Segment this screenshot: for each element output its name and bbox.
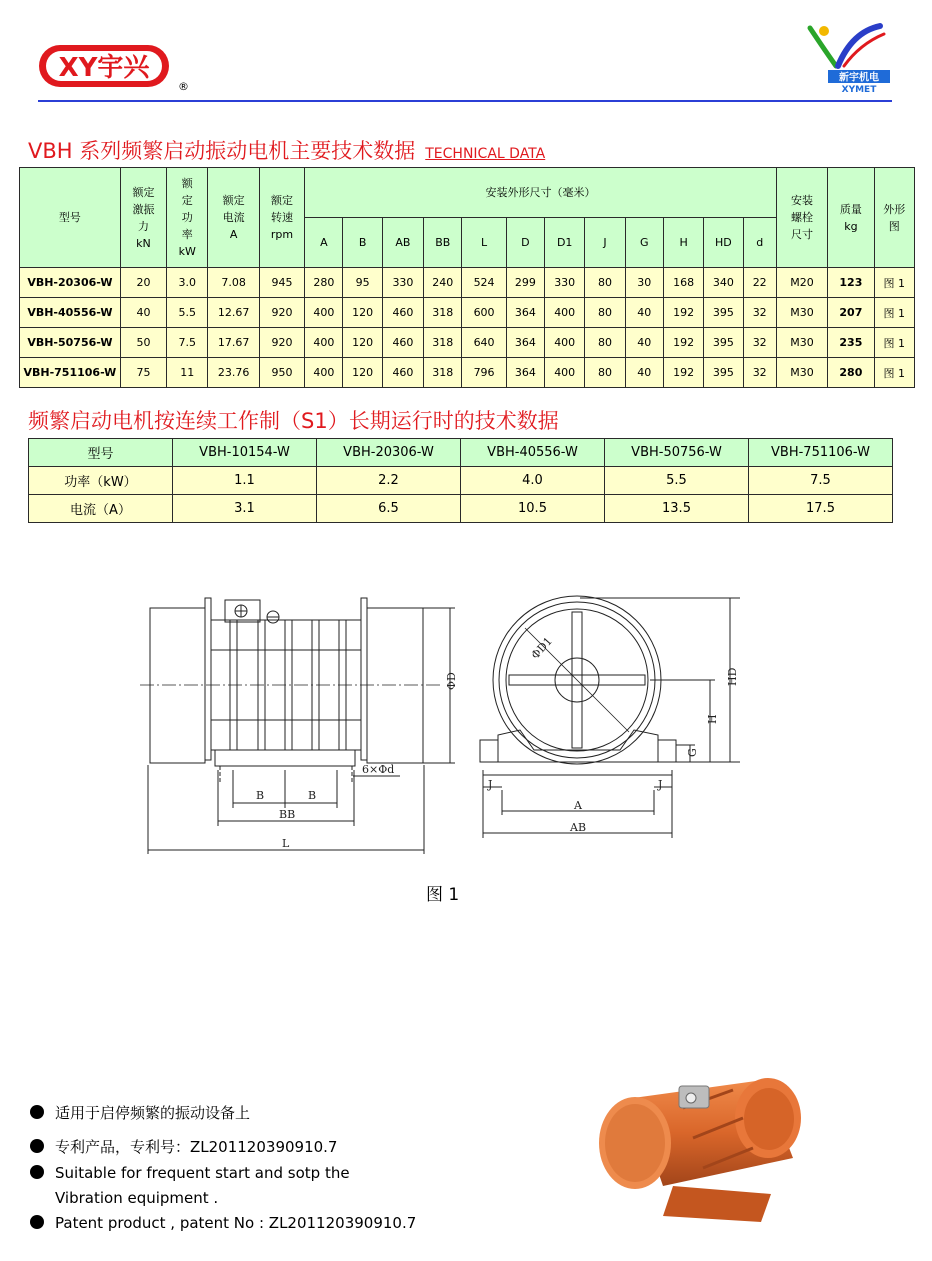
dim-label-bb: BB bbox=[279, 808, 296, 821]
feature-item-continuation: Vibration equipment . bbox=[55, 1189, 219, 1207]
model-cell: VBH-50756-W bbox=[605, 439, 749, 467]
dim-cell: 400 bbox=[305, 328, 343, 358]
header-figure: 外形 图 bbox=[874, 168, 914, 268]
dim-label-h: H bbox=[706, 714, 719, 724]
mass-cell: 207 bbox=[828, 298, 874, 328]
current-cell: 12.67 bbox=[208, 298, 259, 328]
dim-cell: 395 bbox=[704, 328, 743, 358]
dim-cell: 364 bbox=[506, 298, 544, 328]
header-bolt: 安装 螺栓 尺寸 bbox=[776, 168, 827, 268]
dim-label-bolt: 6×Φd bbox=[362, 763, 395, 776]
dim-cell: 280 bbox=[305, 268, 343, 298]
dim-cell: 400 bbox=[545, 328, 585, 358]
s1-duty-table bbox=[28, 438, 893, 523]
dim-cell: 32 bbox=[743, 328, 776, 358]
figure-cell: 图 1 bbox=[874, 328, 914, 358]
dim-cell: 30 bbox=[625, 268, 663, 298]
dim-cell: 120 bbox=[343, 328, 382, 358]
dim-cell: 400 bbox=[545, 358, 585, 388]
dim-cell: 80 bbox=[585, 358, 625, 388]
dim-label-hd: HD bbox=[726, 667, 739, 686]
dim-label-g: G bbox=[686, 748, 699, 757]
header-dim: AB bbox=[382, 218, 423, 268]
table-row bbox=[20, 268, 915, 298]
bolt-cell: M30 bbox=[776, 358, 827, 388]
dim-cell: 299 bbox=[506, 268, 544, 298]
technical-data-table bbox=[19, 167, 915, 388]
dim-cell: 192 bbox=[663, 328, 703, 358]
dim-label-ab: AB bbox=[570, 821, 587, 834]
figure-caption: 图 1 bbox=[426, 885, 460, 905]
dim-cell: 40 bbox=[625, 358, 663, 388]
dim-cell: 640 bbox=[462, 328, 506, 358]
header-speed: 额定 转速 rpm bbox=[259, 168, 304, 268]
feature-item: 适用于启停频繁的振动设备上 bbox=[30, 1102, 250, 1123]
bullet-icon bbox=[30, 1215, 44, 1229]
bolt-cell: M30 bbox=[776, 328, 827, 358]
dim-cell: 80 bbox=[585, 268, 625, 298]
power-cell: 11 bbox=[167, 358, 208, 388]
dim-label-l: L bbox=[282, 837, 290, 850]
speed-cell: 920 bbox=[259, 298, 304, 328]
dim-label-d1: ΦD1 bbox=[528, 634, 555, 662]
mass-cell: 280 bbox=[828, 358, 874, 388]
power-cell: 7.5 bbox=[749, 467, 893, 495]
dim-cell: 460 bbox=[382, 358, 423, 388]
table-row bbox=[29, 439, 893, 467]
model-cell: VBH-751106-W bbox=[749, 439, 893, 467]
dim-cell: 318 bbox=[424, 358, 462, 388]
bolt-cell: M30 bbox=[776, 298, 827, 328]
current-cell: 13.5 bbox=[605, 495, 749, 523]
header-dim: HD bbox=[704, 218, 743, 268]
header-dim: d bbox=[743, 218, 776, 268]
header-power: 额 定 功 率 kW bbox=[167, 168, 208, 268]
table-row bbox=[29, 467, 893, 495]
header-dim: H bbox=[663, 218, 703, 268]
section-title-technical bbox=[28, 135, 545, 165]
dim-cell: 80 bbox=[585, 328, 625, 358]
force-cell: 20 bbox=[120, 268, 166, 298]
technical-drawing bbox=[140, 590, 750, 860]
dim-cell: 395 bbox=[704, 298, 743, 328]
technical-data-body bbox=[20, 268, 915, 388]
dim-cell: 330 bbox=[382, 268, 423, 298]
logo-cn-text: 新宇机电 bbox=[839, 72, 879, 84]
force-cell: 75 bbox=[120, 358, 166, 388]
power-cell: 5.5 bbox=[605, 467, 749, 495]
header-dim: B bbox=[343, 218, 382, 268]
header-dim: BB bbox=[424, 218, 462, 268]
power-cell: 5.5 bbox=[167, 298, 208, 328]
section-title-text: VBH 系列频繁启动振动电机主要技术数据 bbox=[28, 139, 416, 163]
dim-cell: 364 bbox=[506, 328, 544, 358]
header-dims-group: 安装外形尺寸（毫米） bbox=[305, 168, 777, 218]
dim-cell: 364 bbox=[506, 358, 544, 388]
dim-cell: 460 bbox=[382, 328, 423, 358]
dim-cell: 318 bbox=[424, 328, 462, 358]
xymet-logo bbox=[800, 22, 895, 94]
row-label: 电流（A） bbox=[29, 495, 173, 523]
dim-cell: 168 bbox=[663, 268, 703, 298]
current-cell: 17.67 bbox=[208, 328, 259, 358]
dim-cell: 395 bbox=[704, 358, 743, 388]
current-cell: 23.76 bbox=[208, 358, 259, 388]
header-model: 型号 bbox=[20, 168, 121, 268]
dim-cell: 318 bbox=[424, 298, 462, 328]
dim-cell: 192 bbox=[663, 298, 703, 328]
dim-cell: 400 bbox=[545, 298, 585, 328]
model-cell: VBH-20306-W bbox=[20, 268, 121, 298]
dim-cell: 330 bbox=[545, 268, 585, 298]
bullet-icon bbox=[30, 1165, 44, 1179]
power-cell: 1.1 bbox=[173, 467, 317, 495]
dim-cell: 600 bbox=[462, 298, 506, 328]
header-divider bbox=[38, 100, 892, 102]
model-cell: VBH-10154-W bbox=[173, 439, 317, 467]
header-dim: A bbox=[305, 218, 343, 268]
bullet-icon bbox=[30, 1105, 44, 1119]
current-cell: 3.1 bbox=[173, 495, 317, 523]
row-label: 型号 bbox=[29, 439, 173, 467]
header-dim: L bbox=[462, 218, 506, 268]
dim-cell: 400 bbox=[305, 298, 343, 328]
current-cell: 10.5 bbox=[461, 495, 605, 523]
section-title-en: TECHNICAL DATA bbox=[425, 146, 546, 162]
logo-en-text: XYMET bbox=[841, 85, 877, 94]
dim-cell: 32 bbox=[743, 298, 776, 328]
dim-label-d: ΦD bbox=[445, 672, 458, 690]
dim-cell: 796 bbox=[462, 358, 506, 388]
registered-mark: ® bbox=[178, 80, 189, 93]
dim-label-j1: J bbox=[488, 778, 493, 791]
current-cell: 7.08 bbox=[208, 268, 259, 298]
header-mass: 质量 kg bbox=[828, 168, 874, 268]
figure-cell: 图 1 bbox=[874, 358, 914, 388]
front-view bbox=[480, 596, 740, 838]
power-cell: 7.5 bbox=[167, 328, 208, 358]
dim-cell: 80 bbox=[585, 298, 625, 328]
figure-cell: 图 1 bbox=[874, 298, 914, 328]
table-row bbox=[29, 495, 893, 523]
dim-label-a: A bbox=[574, 799, 582, 812]
power-cell: 3.0 bbox=[167, 268, 208, 298]
table-row bbox=[20, 328, 915, 358]
bullet-icon bbox=[30, 1139, 44, 1153]
power-cell: 4.0 bbox=[461, 467, 605, 495]
dim-cell: 95 bbox=[343, 268, 382, 298]
motor-product-image bbox=[593, 1068, 805, 1228]
speed-cell: 920 bbox=[259, 328, 304, 358]
figure-cell: 图 1 bbox=[874, 268, 914, 298]
header-dim: J bbox=[585, 218, 625, 268]
side-view bbox=[140, 598, 455, 854]
dim-cell: 22 bbox=[743, 268, 776, 298]
speed-cell: 950 bbox=[259, 358, 304, 388]
model-cell: VBH-50756-W bbox=[20, 328, 121, 358]
current-cell: 6.5 bbox=[317, 495, 461, 523]
bolt-cell: M20 bbox=[776, 268, 827, 298]
power-cell: 2.2 bbox=[317, 467, 461, 495]
header-dim: D1 bbox=[545, 218, 585, 268]
dim-cell: 460 bbox=[382, 298, 423, 328]
model-cell: VBH-40556-W bbox=[461, 439, 605, 467]
model-cell: VBH-40556-W bbox=[20, 298, 121, 328]
dim-cell: 524 bbox=[462, 268, 506, 298]
dim-label-b2: B bbox=[308, 789, 317, 802]
mass-cell: 235 bbox=[828, 328, 874, 358]
table-row bbox=[20, 298, 915, 328]
force-cell: 40 bbox=[120, 298, 166, 328]
dim-cell: 32 bbox=[743, 358, 776, 388]
dim-label-j2: J bbox=[658, 778, 663, 791]
model-cell: VBH-751106-W bbox=[20, 358, 121, 388]
dim-cell: 192 bbox=[663, 358, 703, 388]
dim-cell: 340 bbox=[704, 268, 743, 298]
header-current: 额定 电流 A bbox=[208, 168, 259, 268]
model-cell: VBH-20306-W bbox=[317, 439, 461, 467]
header-dim: D bbox=[506, 218, 544, 268]
row-label: 功率（kW） bbox=[29, 467, 173, 495]
svg-text:XY宇兴: XY宇兴 bbox=[58, 53, 150, 83]
brand-logo bbox=[38, 42, 178, 90]
section-title-s1: 频繁启动电机按连续工作制（S1）长期运行时的技术数据 bbox=[28, 409, 559, 433]
dim-cell: 120 bbox=[343, 298, 382, 328]
feature-item: Patent product , patent No : ZL201120390910.7 bbox=[30, 1214, 416, 1232]
speed-cell: 945 bbox=[259, 268, 304, 298]
table-row bbox=[20, 358, 915, 388]
feature-item: 专利产品，专利号：ZL201120390910.7 bbox=[30, 1136, 337, 1157]
dim-cell: 400 bbox=[305, 358, 343, 388]
dim-cell: 40 bbox=[625, 298, 663, 328]
dim-label-b1: B bbox=[256, 789, 265, 802]
dim-cell: 40 bbox=[625, 328, 663, 358]
dim-cell: 240 bbox=[424, 268, 462, 298]
current-cell: 17.5 bbox=[749, 495, 893, 523]
dim-cell: 120 bbox=[343, 358, 382, 388]
feature-item: Suitable for frequent start and sotp the bbox=[30, 1164, 350, 1182]
mass-cell: 123 bbox=[828, 268, 874, 298]
force-cell: 50 bbox=[120, 328, 166, 358]
header-force: 额定 激振 力 kN bbox=[120, 168, 166, 268]
header-dim: G bbox=[625, 218, 663, 268]
